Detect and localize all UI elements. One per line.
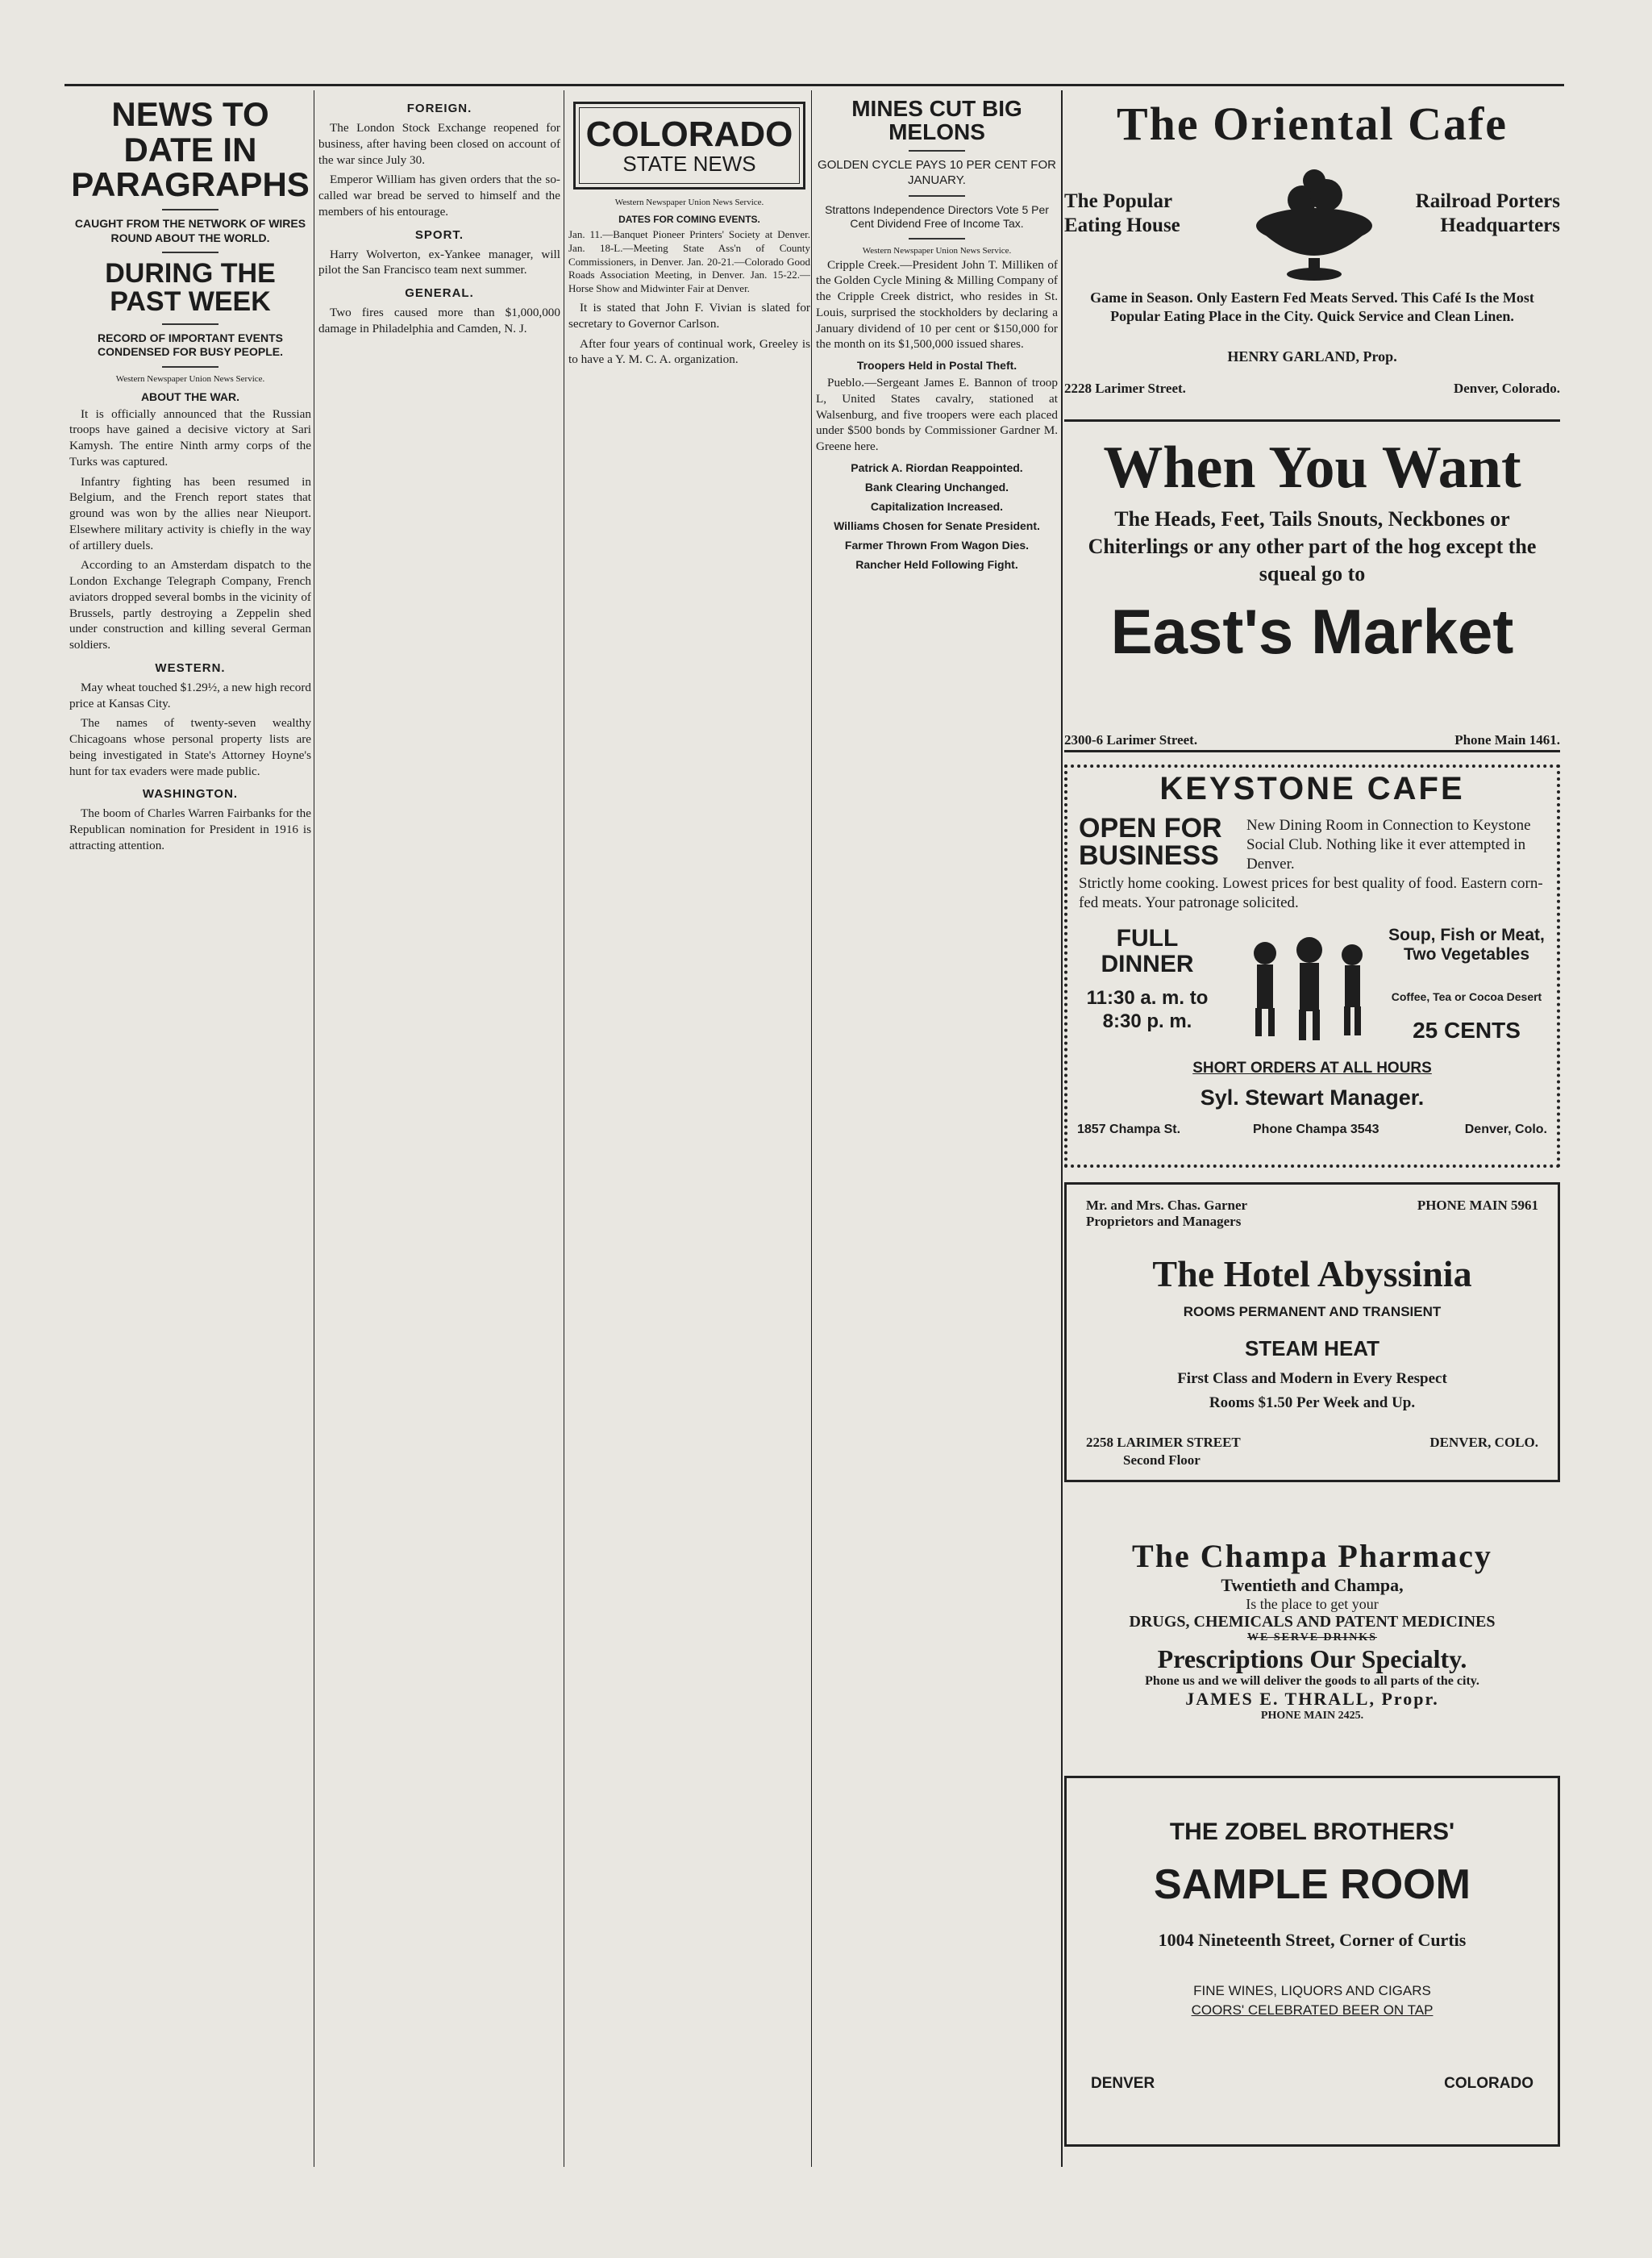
- dates-list: Jan. 11.—Banquet Pioneer Printers' Society at Denver. Jan. 18-L.—Meeting State Ass'n of County Commissioners, in Denver. Jan. 20-21.—Colorado Good Roads Association Meeting, in Denver. Jan. 15-22.—Horse Show and Midwinter Fair at Denver.: [568, 227, 810, 295]
- section-general: GENERAL.: [405, 286, 474, 300]
- abyssinia-title: The Hotel Abyssinia: [1152, 1253, 1472, 1294]
- keystone-open: OPEN FOR BUSINESS: [1079, 813, 1222, 871]
- cartoon-figures-icon: [1233, 929, 1378, 1050]
- headline-mines: MINES CUT BIG MELONS: [851, 97, 1022, 145]
- oriental-address: 2228 Larimer Street.: [1064, 381, 1186, 396]
- paragraph: Emperor William has given orders that the so-called war bread be served to himself and the members of his entourage.: [318, 173, 560, 219]
- pharmacy-drugs: DRUGS, CHEMICALS AND PATENT MEDICINES: [1129, 1613, 1496, 1631]
- paragraph: It is officially announced that the Russian troops have gained a decisive victory at Sari Kamysh. The entire Ninth army corps of the Turks was captured.: [69, 406, 311, 469]
- deck: RECORD OF IMPORTANT EVENTS CONDENSED FOR BUSY PEOPLE.: [97, 331, 283, 359]
- subhead: Patrick A. Riordan Reappointed.: [851, 460, 1023, 474]
- keystone-title: KEYSTONE CAFE: [1159, 771, 1465, 806]
- paragraph: Pueblo.—Sergeant James E. Bannon of troop L, United States cavalry, stationed at Walsenburg, and five troopers were each placed under $500 bonds by Commissioner Gardner M. Greene here.: [816, 376, 1058, 454]
- ad-zobel-brothers: [1064, 1776, 1560, 2147]
- pharmacy-special: Prescriptions Our Specialty.: [1157, 1644, 1467, 1673]
- keystone-orders: SHORT ORDERS AT ALL HOURS: [1192, 1060, 1432, 1077]
- column-rule: [1061, 90, 1063, 2167]
- keystone-soup: Soup, Fish or Meat, Two Vegetables: [1388, 926, 1545, 964]
- paragraph: The boom of Charles Warren Fairbanks for the Republican nomination for President in 1916 is attracting attention.: [69, 806, 311, 852]
- paragraph: It is stated that John F. Vivian is slated for secretary to Governor Carlson.: [568, 301, 810, 331]
- paragraph: According to an Amsterdam dispatch to the London Exchange Telegraph Company, French aviators dropped several bombs in the vicinity of Brussels, partly destroying a Zeppelin shed under construction and killing several German soldiers.: [69, 558, 311, 652]
- abyssinia-heat: STEAM HEAT: [1244, 1336, 1380, 1360]
- zobel-address: 1004 Nineteenth Street, Corner of Curtis: [1158, 1930, 1467, 1950]
- oriental-prop: HENRY GARLAND, Prop.: [1227, 348, 1397, 365]
- zobel-room: SAMPLE ROOM: [1154, 1861, 1471, 1908]
- east-address: 2300-6 Larimer Street.: [1064, 732, 1198, 748]
- keystone-price: 25 CENTS: [1413, 1018, 1521, 1043]
- keystone-body: Strictly home cooking. Lowest prices for best quality of food. Eastern corn-fed meats. Your patronage solicited.: [1079, 875, 1543, 911]
- dates-title: DATES FOR COMING EVENTS.: [618, 213, 760, 225]
- oriental-left: The Popular Eating House: [1064, 190, 1180, 236]
- zobel-beer: COORS' CELEBRATED BEER ON TAP: [1191, 2002, 1434, 2018]
- service-line: Western Newspaper Union News Service.: [862, 245, 1012, 256]
- abyssinia-floor: Second Floor: [1123, 1452, 1201, 1468]
- keystone-dinner: FULL DINNER: [1101, 925, 1194, 977]
- paragraph: May wheat touched $1.29½, a new high record price at Kansas City.: [69, 680, 311, 710]
- east-phone: Phone Main 1461.: [1454, 732, 1560, 748]
- east-body: The Heads, Feet, Tails Snouts, Neckbones or Chiterlings or any other part of the hog except the squeal go to: [1088, 507, 1537, 585]
- ad-keystone-cafe: [1064, 764, 1560, 1168]
- keystone-city: Denver, Colo.: [1464, 1123, 1547, 1136]
- zobel-city1: DENVER: [1091, 2075, 1155, 2092]
- subhead: Rancher Held Following Fight.: [855, 557, 1018, 571]
- zobel-wines: FINE WINES, LIQUORS AND CIGARS: [1193, 1983, 1431, 1998]
- keystone-manager: Syl. Stewart Manager.: [1200, 1085, 1425, 1110]
- headline-news-to-date: NEWS TO DATE IN PARAGRAPHS: [71, 97, 310, 204]
- fruit-bowl-icon: [1246, 163, 1383, 284]
- keystone-address: 1857 Champa St.: [1077, 1123, 1181, 1136]
- deck: CAUGHT FROM THE NETWORK OF WIRES ROUND ABOUT THE WORLD.: [74, 217, 306, 244]
- ad-oriental-cafe: [1064, 97, 1560, 411]
- oriental-body: Game in Season. Only Eastern Fed Meats Served. This Café Is the Most Popular Eating Place in the City. Quick Service and Clean Linen.: [1090, 290, 1534, 325]
- paragraph: The London Stock Exchange reopened for business, after having been closed on account of the war since July 30.: [318, 121, 560, 167]
- pharmacy-place: Is the place to get your: [1246, 1596, 1379, 1612]
- paragraph: Infantry fighting has been resumed in Belgium, and the French report states that ground was won by the allies near Nieuport. Elsewhere military activity is chiefly in the way of artillery duels.: [69, 474, 311, 552]
- deck: GOLDEN CYCLE PAYS 10 PER CENT FOR JANUARY.: [818, 158, 1056, 187]
- subhead: Capitalization Increased.: [870, 499, 1004, 513]
- paragraph: Harry Wolverton, ex-Yankee manager, will pilot the San Francisco team next summer.: [318, 247, 560, 277]
- subhead: Williams Chosen for Senate President.: [834, 519, 1040, 532]
- abyssinia-rate: Rooms $1.50 Per Week and Up.: [1209, 1394, 1416, 1411]
- paragraph: The names of twenty-seven wealthy Chicagoans whose personal property lists are being investigated in State's Attorney Hoyne's hunt for tax evaders were made public.: [69, 716, 311, 778]
- section-washington: WASHINGTON.: [142, 787, 239, 802]
- keystone-coffee: Coffee, Tea or Cocoa Desert: [1391, 990, 1542, 1003]
- zobel-title: THE ZOBEL BROTHERS': [1169, 1818, 1455, 1845]
- subhead: Bank Clearing Unchanged.: [864, 480, 1009, 494]
- pharmacy-title: The Champa Pharmacy: [1132, 1538, 1492, 1574]
- paragraph: Cripple Creek.—President John T. Milliken of the Golden Cycle Mining & Milling Company of the Cripple Creek district, who resides in St. Louis, surprised the stockholders by declaring a January dividend of 10 per cent or $150,000 for the month on its $1,500,000 issued shares.: [816, 257, 1058, 352]
- service-line: Western Newspaper Union News Service.: [614, 197, 764, 207]
- pharmacy-prop: JAMES E. THRALL, Propr.: [1185, 1689, 1439, 1709]
- pharmacy-drinks: WE SERVE DRINKS: [1247, 1631, 1377, 1644]
- subhead: Farmer Thrown From Wagon Dies.: [844, 538, 1030, 552]
- box-subtitle: STATE NEWS: [622, 151, 756, 176]
- section-war: ABOUT THE WAR.: [140, 390, 240, 403]
- headline-past-week: DURING THE PAST WEEK: [105, 258, 276, 318]
- abyssinia-rooms: ROOMS PERMANENT AND TRANSIENT: [1183, 1304, 1442, 1319]
- column-rule: [811, 90, 812, 2167]
- ad-divider: [1064, 419, 1560, 422]
- zobel-city2: COLORADO: [1444, 2075, 1533, 2092]
- ad-easts-market: [1064, 434, 1560, 789]
- top-rule: [64, 84, 1564, 86]
- paragraph: Two fires caused more than $1,000,000 damage in Philadelphia and Camden, N. J.: [318, 306, 560, 335]
- keystone-phone: Phone Champa 3543: [1253, 1123, 1379, 1136]
- section-foreign: FOREIGN.: [406, 102, 472, 115]
- service-line: Western Newspaper Union News Service.: [115, 373, 265, 384]
- box-title: COLORADO: [585, 115, 793, 154]
- column-colorado-state-news: [568, 97, 810, 372]
- pharmacy-phone-us: Phone us and we will deliver the goods to all parts of the city.: [1145, 1674, 1479, 1688]
- pharmacy-phone: PHONE MAIN 2425.: [1260, 1710, 1364, 1722]
- keystone-time: 11:30 a. m. to 8:30 p. m.: [1086, 987, 1209, 1032]
- abyssinia-city: DENVER, COLO.: [1429, 1435, 1538, 1450]
- abyssinia-address: 2258 LARIMER STREET: [1086, 1435, 1241, 1450]
- column-mines: [816, 97, 1058, 574]
- abyssinia-phone: PHONE MAIN 5961: [1417, 1198, 1538, 1213]
- ad-divider: [1064, 750, 1560, 752]
- oriental-right: Railroad Porters Headquarters: [1415, 190, 1560, 236]
- oriental-city: Denver, Colorado.: [1453, 381, 1560, 396]
- subhead: Troopers Held in Postal Theft.: [856, 359, 1017, 373]
- abyssinia-class: First Class and Modern in Every Respect: [1177, 1370, 1447, 1387]
- ad-champa-pharmacy: [1064, 1537, 1560, 1739]
- section-sport: SPORT.: [414, 227, 464, 242]
- deck: Strattons Independence Directors Vote 5 Per Cent Dividend Free of Income Tax.: [825, 202, 1049, 231]
- colorado-headline-box: [573, 102, 805, 190]
- column-foreign-sport-general: [318, 97, 560, 341]
- pharmacy-street: Twentieth and Champa,: [1221, 1575, 1404, 1595]
- oriental-title: The Oriental Cafe: [1116, 98, 1508, 150]
- section-western: WESTERN.: [155, 660, 226, 675]
- ad-hotel-abyssinia: [1064, 1182, 1560, 1482]
- column-news-to-date: [69, 97, 311, 858]
- paragraph: After four years of continual work, Greeley is to have a Y. M. C. A. organization.: [568, 336, 810, 367]
- east-title: When You Want: [1103, 435, 1521, 501]
- keystone-open-text: New Dining Room in Connection to Keystone Social Club. Nothing like it ever attempted in Denver.: [1246, 817, 1531, 873]
- abyssinia-props: Mr. and Mrs. Chas. Garner Proprietors and Managers: [1086, 1198, 1247, 1230]
- east-name: East's Market: [1110, 596, 1514, 668]
